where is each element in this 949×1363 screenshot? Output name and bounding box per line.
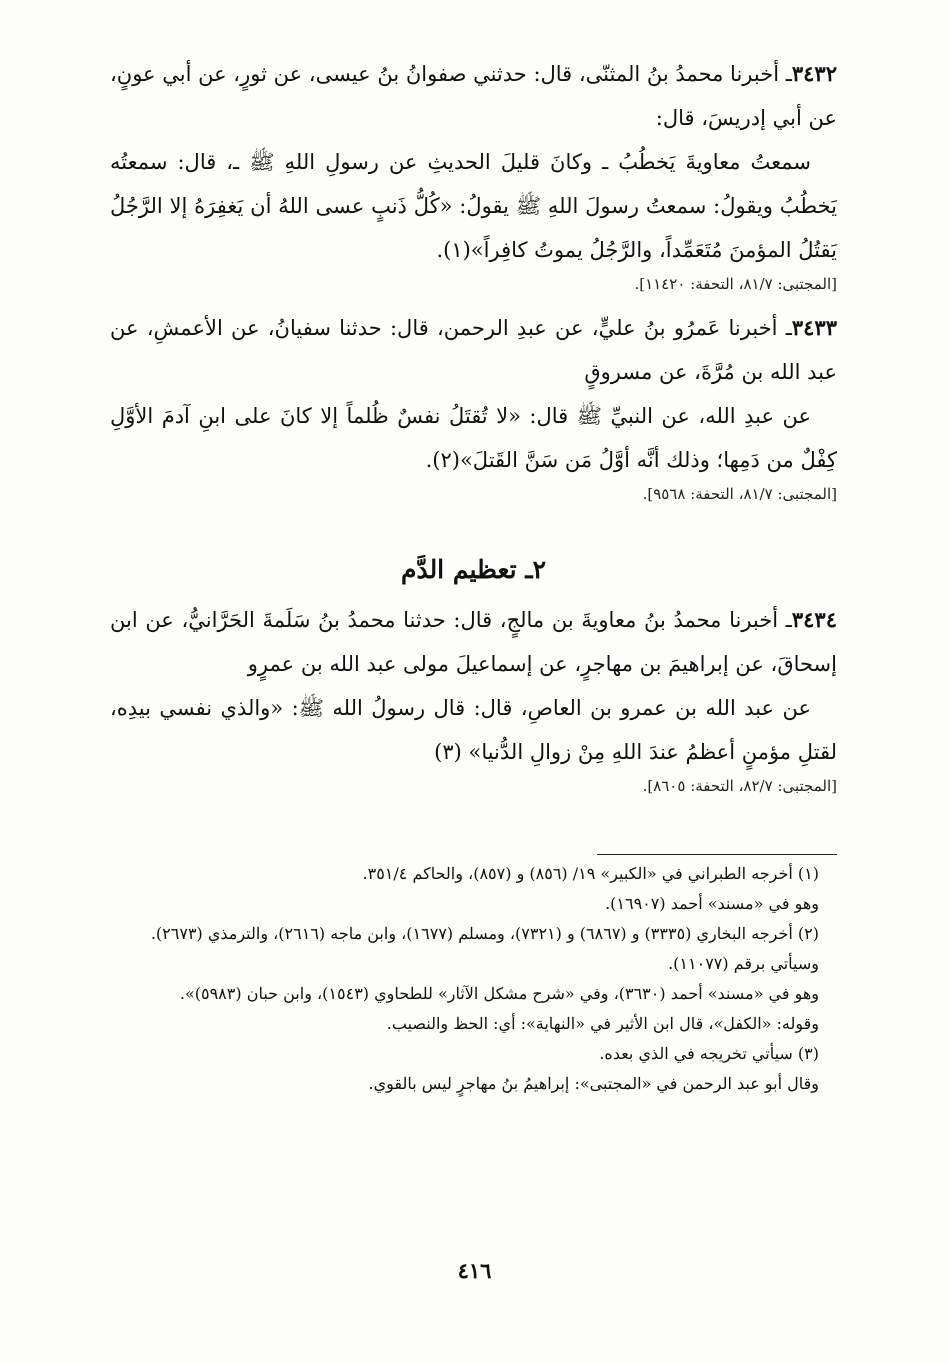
isnad-text: ـ أخبرنا عَمرُو بنُ عليٍّ، عن عبدِ الرحمن، قال: حدثنا سفيانُ، عن الأعمشِ، عن عبد الله بن مُرَّةَ، عن مسروقٍ (110, 316, 837, 384)
hadith-number: ٣٤٣٣ (791, 315, 837, 340)
isnad-text: ـ أخبرنا محمدُ بنُ معاويةَ بن مالجٍ، قال: حدثنا محمدُ بنُ سَلَمةَ الحَرَّانيُّ، عن ابن إسحاقَ، عن إبراهيمَ بن مهاجرٍ، عن إسماعيلَ مولى عبد الله بن عمرٍو (110, 608, 837, 676)
hadith-reference: [المجتبى: ٨٢/٧، التحفة: ٨٦٠٥]. (642, 777, 837, 795)
hadith-number: ٣٤٣٤ (791, 607, 837, 632)
chapter-heading: ٢ـ تعظيم الدَّم (400, 555, 547, 584)
hadith-3433 (110, 306, 837, 482)
hadith-isnad (110, 52, 837, 140)
hadith-isnad (110, 598, 837, 686)
footnote: وهو في «مسند» أحمد (١٦٩٠٧). (605, 894, 819, 913)
footnote-separator (597, 854, 837, 855)
hadith-3432 (110, 52, 837, 272)
hadith-3434 (110, 598, 837, 774)
footnote: وقوله: «الكفل»، قال ابن الأثير في «النهاية»: أي: الحظ والنصيب. (386, 1014, 819, 1033)
hadith-number: ٣٤٣٢ (791, 61, 837, 86)
footnote: (١) أخرجه الطبراني في «الكبير» ١٩/ (٨٥٦) و (٨٥٧)، والحاكم ٣٥١/٤. (362, 864, 819, 883)
footnote: وهو في «مسند» أحمد (٣٦٣٠)، وفي «شرح مشكل الآثار» للطحاوي (١٥٤٣)، وابن حبان (٥٩٨٣)». (179, 984, 819, 1003)
footnote: وقال أبو عبد الرحمن في «المجتبى»: إبراهيمُ بنُ مهاجرٍ ليس بالقوي. (368, 1074, 819, 1093)
hadith-reference: [المجتبى: ٨١/٧، التحفة: ٩٥٦٨]. (642, 485, 837, 503)
hadith-matn: عن عبدِ الله، عن النبيِّ ﷺ قال: «لا تُقتَلُ نفسٌ ظُلماً إلا كانَ على ابنِ آدمَ الأوَّلِ كِفْلٌ من دَمِها؛ وذلك أنَّه أوَّلُ مَن سَنَّ القَتلَ»(٢). (110, 404, 837, 472)
hadith-matn: عن عبد الله بن عمرو بن العاصِ، قال: قال رسولُ الله ﷺ: «والذي نفسي بيدِه، لقتلِ مؤمنٍ أعظمُ عندَ اللهِ مِنْ زوالِ الدُّنيا» (٣) (110, 696, 837, 764)
hadith-reference: [المجتبى: ٨١/٧، التحفة: ١١٤٢٠]. (634, 275, 837, 293)
isnad-text: ـ أخبرنا محمدُ بنُ المثنّى، قال: حدثني صفوانُ بنُ عيسى، عن ثورٍ، عن أبي عونٍ، عن أبي إدريسَ، قال: (110, 62, 837, 130)
footnotes (110, 854, 837, 1099)
footnote: (٢) أخرجه البخاري (٣٣٣٥) و (٦٨٦٧) و (٧٣٢١)، ومسلم (١٦٧٧)، وابن ماجه (٢٦١٦)، والترمذي (٢٦٧٣). (150, 924, 819, 943)
footnote: (٣) سيأتي تخريجه في الذي بعده. (599, 1044, 819, 1063)
hadith-matn: سمعتُ معاويةَ يَخطُبُ ـ وكانَ قليلَ الحديثِ عن رسولِ اللهِ ﷺ ـ، قال: سمعتُه يَخطُبُ ويقولُ: سمعتُ رسولَ اللهِ ﷺ يقولُ: «كُلُّ ذَنبٍ عسى اللهُ أن يَغفِرَهُ إلا الرَّجُلُ يَقتُلُ المؤمنَ مُتَعَمِّداً، والرَّجُلُ يموتُ كافِراً»(١). (110, 150, 837, 262)
hadith-isnad (110, 306, 837, 394)
page-number: ٤١٦ (457, 1258, 492, 1283)
main-text (110, 52, 837, 798)
footnote: وسيأتي برقم (١١٠٧٧). (668, 954, 819, 973)
